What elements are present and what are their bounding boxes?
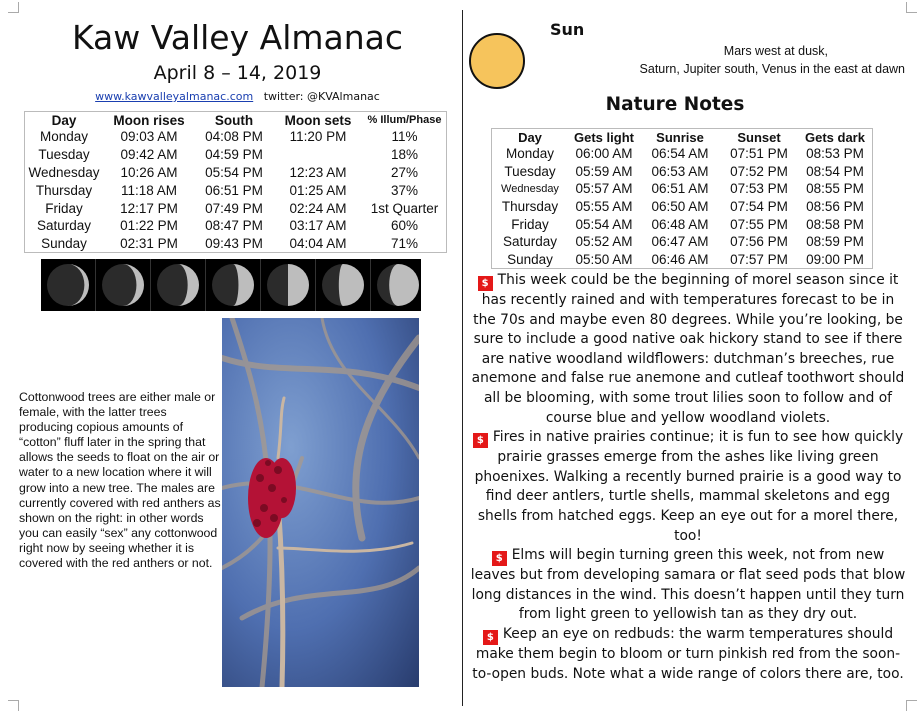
cell: Tuesday: [38, 147, 90, 163]
cell: 12:17 PM: [120, 200, 178, 216]
cell: 06:46 AM: [651, 251, 709, 267]
cell: 37%: [390, 182, 419, 198]
moon-header-sets: Moon sets: [284, 112, 352, 128]
cell: 08:58 PM: [806, 216, 864, 232]
cell: 09:00 PM: [806, 251, 864, 267]
cell: Saturday: [36, 218, 92, 234]
sun-header-day: Day: [518, 129, 542, 145]
cell: 11:18 AM: [120, 182, 178, 198]
moon-header-south: South: [214, 112, 254, 128]
cell: 08:56 PM: [806, 199, 864, 215]
note-text: Keep an eye on redbuds: the warm temperatures should make them begin to bloom or turn pinkish red from the soon-to-open buds. Note what a wide range of colors there are, too.: [472, 625, 904, 682]
corner-mark-bl: [8, 700, 19, 711]
cell: 02:31 PM: [120, 236, 178, 252]
cell: 07:57 PM: [730, 251, 788, 267]
moon-phase-image: [371, 259, 425, 311]
table-row: [25, 181, 446, 199]
sun-label: Sun: [550, 20, 585, 39]
cell: 04:08 PM: [205, 129, 263, 145]
table-row: [492, 233, 872, 251]
nature-notes: [470, 271, 906, 684]
dollar-bullet-icon: $: [483, 630, 498, 645]
table-row: [492, 215, 872, 233]
cell: 09:42 AM: [120, 147, 178, 163]
cell: 08:53 PM: [806, 146, 864, 162]
cell: Wednesday: [28, 164, 100, 180]
moon-phase-icon: [316, 259, 370, 311]
moon-table-header: [25, 112, 446, 128]
table-row: [25, 235, 446, 253]
table-row: [492, 145, 872, 163]
cell: 06:50 AM: [651, 199, 709, 215]
cell: 06:48 AM: [651, 216, 709, 232]
cell: 08:54 PM: [806, 163, 864, 179]
cottonwood-caption: Cottonwood trees are either male or female, with the latter trees producing copious amounts of “cotton” fluff later in the spring that allows the seeds to float on the air or water to a new location where it will grow into a new tree. The males are currently covered with red anthers as shown on the right: in other words you can easily “sex” any cottonwood right now by seeing whether it is covered with the red anthers or not.: [19, 390, 221, 571]
moon-header-day: Day: [51, 112, 77, 128]
cell: 07:51 PM: [730, 146, 788, 162]
moon-lit-portion: [288, 264, 309, 306]
cell: 07:55 PM: [730, 216, 788, 232]
note-paragraph: [470, 428, 906, 546]
cell: 07:54 PM: [730, 199, 788, 215]
page-title: Kaw Valley Almanac: [71, 18, 404, 57]
note-paragraph: [470, 546, 906, 625]
dollar-bullet-icon: $: [473, 433, 488, 448]
note-text: Elms will begin turning green this week, not from new leaves but from developing samara or flat seed pods that blow long distances in the wind. This doesn’t happen until they turn from light green to yellowish tan as they dry out.: [470, 547, 906, 623]
dollar-bullet-icon: $: [478, 276, 493, 291]
note-paragraph: [470, 271, 906, 428]
cell: 27%: [390, 164, 419, 180]
cell: 05:54 AM: [575, 216, 633, 232]
corner-mark-tl: [8, 2, 19, 13]
header-links: [40, 90, 435, 103]
cell: 06:53 AM: [651, 163, 709, 179]
column-divider: [462, 10, 463, 706]
cell: Sunday: [41, 236, 87, 252]
dollar-bullet-icon: $: [492, 551, 507, 566]
cell: 05:59 AM: [575, 163, 633, 179]
moon-header-illum: % Illum/Phase: [367, 114, 442, 126]
planets-line-2: Saturn, Jupiter south, Venus in the east at dawn: [639, 62, 905, 76]
note-text: This week could be the beginning of morel season since it has recently rained and with temperatures forecast to be in the 70s and maybe even 80 degrees. While you’re looking, be sure to include a good native oak hickory stand to see if there are native woodland wildflowers: dutchman’s breeches, rue anemone and false rue anemone and cutleaf toothwort should all be blooming, with some trout lilies soon to follow and of course blue and yellow woodland violets.: [471, 272, 905, 426]
cell: Saturday: [502, 234, 558, 250]
cell: 02:24 AM: [289, 200, 347, 216]
table-row: [492, 251, 872, 269]
cell: 10:26 AM: [120, 164, 178, 180]
sun-header-gets-dark: Gets dark: [805, 129, 865, 145]
sun-header-sunrise: Sunrise: [656, 129, 704, 145]
moon-phase-icon: [371, 259, 425, 311]
sunrise-table: [491, 128, 873, 269]
nature-notes-title: Nature Notes: [605, 94, 745, 115]
cell: 11%: [391, 129, 418, 145]
moon-phase-image: [41, 259, 96, 311]
cell: Sunday: [507, 251, 553, 267]
cell: 07:52 PM: [730, 163, 788, 179]
cell: 04:59 PM: [205, 147, 263, 163]
cell: 07:49 PM: [205, 200, 263, 216]
cell: 08:47 PM: [205, 218, 263, 234]
table-row: [25, 146, 446, 164]
moon-phase-image: [206, 259, 261, 311]
cell: 06:54 AM: [651, 146, 709, 162]
cell: 05:54 PM: [205, 164, 263, 180]
cell: 09:03 AM: [120, 129, 178, 145]
moon-phase-image: [261, 259, 316, 311]
cell: Monday: [505, 146, 555, 162]
cell: 05:57 AM: [575, 181, 633, 197]
cell: 06:51 PM: [205, 182, 263, 198]
table-row: [492, 198, 872, 216]
moon-header-rises: Moon rises: [113, 112, 185, 128]
corner-mark-br: [906, 700, 917, 711]
cell: 08:59 PM: [806, 234, 864, 250]
cell: 18%: [390, 147, 419, 163]
cell: 08:55 PM: [806, 181, 864, 197]
moon-phase-image: [151, 259, 206, 311]
table-row: [25, 164, 446, 182]
moon-phase-image: [96, 259, 151, 311]
cell: 06:51 AM: [651, 181, 709, 197]
website-link[interactable]: www.kawvalleyalmanac.com: [95, 90, 254, 103]
table-row: [492, 163, 872, 181]
cell: 1st Quarter: [370, 200, 439, 216]
sun-table-header: [492, 129, 872, 145]
cell: 06:00 AM: [575, 146, 633, 162]
planets-line-1: Mars west at dusk,: [723, 44, 828, 58]
cell: 06:47 AM: [651, 234, 709, 250]
cell: [273, 146, 363, 164]
cell: 05:52 AM: [575, 234, 633, 250]
table-row: [492, 180, 872, 198]
cell: 01:25 AM: [289, 182, 347, 198]
cell: Friday: [45, 200, 83, 216]
moon-phase-icon: [261, 259, 315, 311]
sun-header-gets-light: Gets light: [574, 129, 634, 145]
moon-lit-portion: [389, 264, 419, 306]
cell: Friday: [511, 216, 549, 232]
cell: 04:04 AM: [289, 236, 347, 252]
sun-header-sunset: Sunset: [737, 129, 781, 145]
moon-table: [24, 111, 447, 253]
cell: 05:50 AM: [575, 251, 633, 267]
cell: 03:17 AM: [289, 218, 347, 234]
cell: 09:43 PM: [205, 236, 263, 252]
table-row: [25, 217, 446, 235]
twitter-handle: twitter: @KVAlmanac: [263, 90, 380, 103]
moon-lit-portion: [339, 264, 364, 306]
table-row: [25, 199, 446, 217]
cell: 11:20 PM: [289, 129, 347, 145]
moon-phase-icon: [41, 259, 95, 311]
cottonwood-photo: [222, 318, 419, 687]
cell: 01:22 PM: [120, 218, 178, 234]
note-text: Fires in native prairies continue; it is fun to see how quickly prairie grasses emerge from the ashes like living green phoenixes. Walking a recently burned prairie is a good way to find deer antlers, turtle shells, mammal skeletons and egg shells from hatched eggs. Keep an eye out for a morel there, too!: [474, 429, 904, 544]
cell: 07:53 PM: [730, 181, 788, 197]
cell: 71%: [390, 236, 419, 252]
table-row: [25, 128, 446, 146]
moon-phase-icon: [151, 259, 205, 311]
date-range: April 8 – 14, 2019: [153, 62, 322, 84]
cell: Thursday: [35, 182, 93, 198]
cell: Thursday: [501, 199, 559, 215]
cell: Tuesday: [504, 163, 556, 179]
moon-phase-strip: [41, 259, 421, 311]
sun-icon: [469, 33, 525, 89]
note-paragraph: [470, 625, 906, 684]
moon-phase-icon: [96, 259, 150, 311]
cell: Monday: [39, 129, 89, 145]
corner-mark-tr: [906, 2, 917, 13]
cell: 12:23 AM: [289, 164, 347, 180]
cell: 07:56 PM: [730, 234, 788, 250]
cell: 60%: [390, 218, 419, 234]
moon-phase-image: [316, 259, 371, 311]
moon-phase-icon: [206, 259, 260, 311]
cell: 05:55 AM: [575, 199, 633, 215]
planet-visibility: [560, 42, 905, 78]
cell: Wednesday: [501, 182, 559, 195]
